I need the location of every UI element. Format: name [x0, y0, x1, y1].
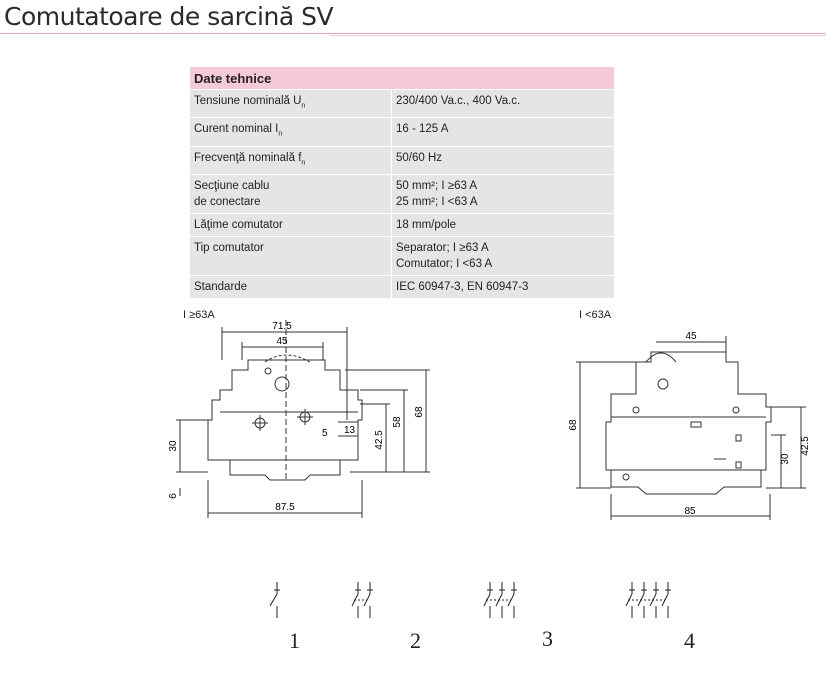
row-label: Lăţime comutator [190, 213, 392, 236]
title-divider [0, 33, 826, 34]
dim-85: 85 [684, 506, 696, 517]
dim-87-5: 87.5 [275, 502, 295, 513]
pole-diagram-1 [262, 580, 292, 620]
table-header: Date tehnice [190, 67, 614, 90]
drawing-left [160, 300, 450, 525]
table-row [190, 213, 614, 236]
page-title: Comutatoare de sarcină SV [4, 2, 334, 31]
row-value: 16 - 125 A [392, 118, 615, 146]
dim-width-overall-top: 71.5 [272, 321, 292, 332]
row-value: 50 mm²; I ≥63 A 25 mm²; I <63 A [392, 174, 615, 213]
row-label: Tip comutator [190, 236, 392, 275]
dim-5: 5 [322, 428, 328, 439]
dim-width-inner: 45 [276, 336, 288, 347]
pole-diagram-2 [350, 580, 380, 620]
dim-30: 30 [168, 440, 179, 452]
dim-45: 45 [685, 331, 697, 342]
row-label: Standarde [190, 275, 392, 298]
pole-diagram-3 [482, 580, 526, 620]
drawing-left-label: I ≥63A [183, 309, 215, 321]
diagram-number-2: 2 [410, 628, 421, 653]
table-row [190, 236, 614, 275]
drawing-right [566, 322, 816, 527]
row-label: Frecvenţă nominală $f_n$ [190, 146, 392, 174]
row-value: 50/60 Hz [392, 146, 615, 174]
dim-13: 13 [344, 425, 356, 436]
dim-42-5: 42.5 [374, 430, 385, 450]
title-divider-secondary [330, 35, 826, 36]
row-label: Curent nominal $I_n$ [190, 118, 392, 146]
table-row [190, 118, 614, 146]
dim-68: 68 [568, 419, 579, 431]
dim-68: 68 [414, 406, 425, 418]
dim-6: 6 [168, 493, 179, 499]
pole-diagram-4 [624, 580, 680, 620]
diagram-number-1: 1 [289, 628, 300, 653]
table-row [190, 174, 614, 213]
diagram-number-4: 4 [684, 628, 695, 653]
technical-data-table [190, 67, 614, 298]
row-value: 18 mm/pole [392, 213, 615, 236]
diagram-number-3: 3 [542, 626, 553, 651]
dim-30: 30 [780, 453, 791, 465]
row-label: Tensiune nominală $U_n$ [190, 90, 392, 118]
row-value: IEC 60947-3, EN 60947-3 [392, 275, 615, 298]
row-value: 230/400 Va.c., 400 Va.c. [392, 90, 615, 118]
table-row [190, 146, 614, 174]
dim-42-5: 42.5 [800, 436, 811, 456]
table-row [190, 90, 614, 118]
row-label: Secţiune cablu de conectare [190, 174, 392, 213]
table-row [190, 275, 614, 298]
drawing-right-label: I <63A [579, 309, 612, 321]
dim-58: 58 [392, 416, 403, 428]
row-value: Separator; I ≥63 A Comutator; I <63 A [392, 236, 615, 275]
